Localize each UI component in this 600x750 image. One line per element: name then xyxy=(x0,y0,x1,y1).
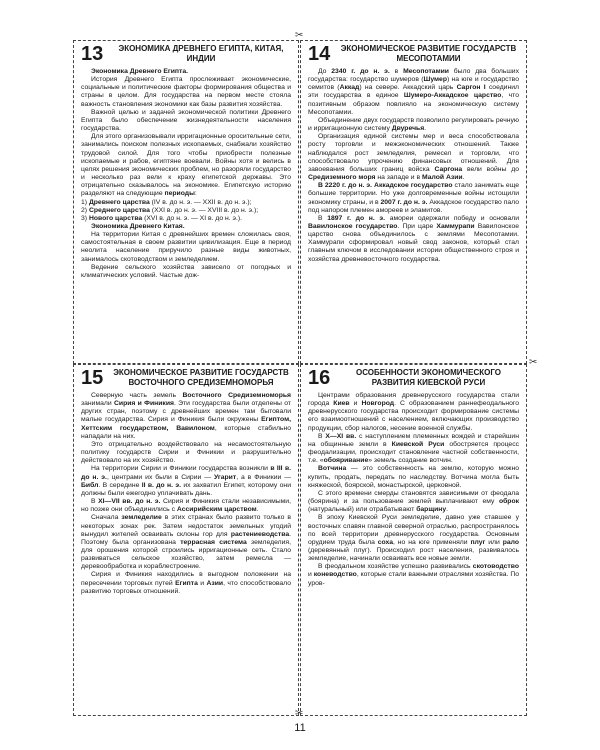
card-15 xyxy=(73,364,299,716)
scissors-icon: ✂ xyxy=(295,30,304,41)
card-body xyxy=(308,68,519,264)
card-header xyxy=(308,44,519,64)
card-body xyxy=(81,68,291,280)
paragraph: Для этого организовывали ирригационные оросительные сети, занимались поиском полезных ископаемых, снабжали хозяйство трудовой силой. Для того чтобы приобрести полезные ископаемые и рабов, египтяне воевали. Войны хотя и велись в целях решения экономических проблем, но разоряли государство и несколько раз вели к краху египетской державы. Это отрицательно сказывалось на экономике. Египетскую историю разделяют на следующие периоды: xyxy=(81,133,291,198)
subheading: Экономика Древнего Китая. xyxy=(91,222,185,230)
card-14 xyxy=(300,40,527,364)
paragraph: На территории Китая с древнейших времен сложилась своя, самостоятельная в своем развитии цивилизация. Еще в период неолита население приручило разные виды животных, занималось скотоводством и земледелием. xyxy=(81,231,291,263)
paragraph: С этого времени смерды становятся зависимыми от феодала (боярина) и за пользование землей выплачивают ему оброк (натуральный) или отрабатывают барщину. xyxy=(308,489,519,514)
paragraph: До 2340 г. до н. э. в Месопотамии было два больших государства: государство шумеров (Шумер) на юге и государство семитов (Аккад) на севере. Аккадский царь Саргон I соединил эти государства в единое Шумеро-Аккадское царство, что позитивным образом повлияло на экономическую систему Месопотамии. xyxy=(308,68,519,116)
paragraph: Ведение сельского хозяйства зависело от погодных и климатических условий. Частые дож- xyxy=(81,263,291,279)
scissors-icon: ✂ xyxy=(529,357,538,368)
paragraph: Объединение двух государств позволило регулировать речную и ирригационную систему Двуречья. xyxy=(308,116,519,133)
paragraph: Это отрицательно воздействовало на несамостоятельную политику государств Сирии и Финикии и разрушительно действовало на их хозяйство. xyxy=(81,440,291,465)
card-header xyxy=(81,368,291,388)
card-title: ЭКОНОМИЧЕСКОЕ РАЗВИТИЕ ГОСУДАРСТВ ВОСТОЧНОГО СРЕДИЗЕМНОМОРЬЯ xyxy=(113,368,289,387)
list-item: 3) Нового царства (XVI в. до н. э. — XI в. до н. э.). xyxy=(81,214,243,222)
paragraph: Сирия и Финикия находились в выгодном положении на пересечении торговых путей Египта и Азии, что способствовало развитию торговых отношений. xyxy=(81,571,292,595)
card-number: 14 xyxy=(308,43,331,65)
card-header xyxy=(81,44,291,64)
paragraph: В X—XI вв. с наступлением племенных вождей и старейшин на общинные земли в Киевской Руси обостряется процесс феодализации, происходит становление частной собственности, т.е. «обояривание» земель создание вотчин. xyxy=(308,432,519,465)
paragraph: В 1897 г. до н. э. амореи одержали победу и основали Вавилонское государство. При царе Хаммурапи Вавилонское царство снова объединилось с землями Месопотамии. Хаммурапи сформировал новый свод законов, который стал главным ключом в исследовании истории общественного строя и хозяйства древневосточного государства. xyxy=(308,214,520,263)
paragraph: В XI—VII вв. до н. э. Сирия и Финикия стали независимыми, но позже они объединились с Ассирийским царством. xyxy=(81,498,291,514)
card-title: ЭКОНОМИКА ДРЕВНЕГО ЕГИПТА, КИТАЯ, ИНДИИ xyxy=(118,44,284,63)
paragraph: В 2220 г. до н. э. Аккадское государство стало занимать еще большие территории. Но уже долговременные войны истощили экономику страны, и в 2007 г. до н. э. Аккадское государство пало под напором племен амореев и эламитов. xyxy=(308,182,519,214)
list-item: 2) Среднего царства (XXI в. до н. э. — XVIII в. до н. э.); xyxy=(81,206,259,214)
paragraph: На территории Сирии и Финикии государства возникли в III в. до н. э., центрами их были в Сирии — Угарит, а в Финикии — Библ. В середине II в. до н. э. их захватил Египет, которому они должны были ежегодно уплачивать дань. xyxy=(81,465,292,497)
card-header xyxy=(308,368,519,388)
page-number: 11 xyxy=(294,722,306,734)
paragraph: Центрами образования древнерусского государства стали города Киев и Новгород. С образованием раннефеодального древнерусского государства происходит формирование системы его взаимоотношений с населением, включающих производство продукции, сбор налогов, несение военной службы. xyxy=(308,392,520,432)
card-16 xyxy=(300,364,527,716)
card-body xyxy=(308,392,519,588)
paragraph: Важной целью и задачей экономической политики Древнего Египта было обеспечение жизнедеятельности населения государства. xyxy=(81,108,291,133)
card-body xyxy=(81,392,291,596)
card-number: 13 xyxy=(81,43,104,65)
list-item: 1) Древнего царства (IV в. до н. э. — XXII в. до н. э.); xyxy=(81,198,252,206)
card-number: 15 xyxy=(81,367,104,389)
period-list xyxy=(81,199,291,223)
subheading: Экономика Древнего Египта. xyxy=(91,68,189,75)
scissors-icon: ✂ xyxy=(295,708,304,719)
paragraph: Сначала земледелие в этих странах было развито только в некоторых зонах рек. Затем недостаток земельных угодий вынудил жителей осваивать склоны гор для растениеводства. Поэтому была организована террасная система земледелия, для орошения которой строились ирригационные сеть. Стало развиваться сельское хозяйство, затем ремесла — деревообработка и кораблестроение. xyxy=(81,514,291,571)
card-13 xyxy=(73,40,299,364)
card-number: 16 xyxy=(308,367,331,389)
paragraph: Северную часть земель Восточного Средиземноморья занимали Сирия и Финикия. Эти государства были отделены от других стран, поэтому с древнейших времен там бытовали малые государства. Сирия и Финикия были окружены Египтом, Хеттским государством, Вавилоном, которые стабильно нападали на них. xyxy=(81,392,291,440)
card-title: ОСОБЕННОСТИ ЭКОНОМИЧЕСКОГО РАЗВИТИЯ КИЕВСКОЙ РУСИ xyxy=(355,368,502,387)
paragraph: В эпоху Киевской Руси земледелие, давно уже ставшее у восточных славян главной северной отраслью, распространялось по всей территории древнерусского государства. Основным орудием труда была соха, но на юге применяли плуг или рало (деревянный плуг). Происходил рост населения, развивалось земледелие, начинали осваивать все новые земли. xyxy=(308,514,519,563)
paragraph: Вотчина — это собственность на землю, которую можно купить, продать, передать по наследству. Вотчина могла быть княжеской, боярской, монастырской, церковной. xyxy=(308,465,519,489)
paragraph: В феодальном хозяйстве успешно развивались скотоводство и коневодство, которые стали важными отраслями хозяйства. По уров- xyxy=(308,563,519,587)
card-title: ЭКОНОМИЧЕСКОЕ РАЗВИТИЕ ГОСУДАРСТВ МЕСОПОТАМИИ xyxy=(340,44,517,63)
paragraph: Организация единой системы мер и веса способствовала росту торговли и межэкономических отношений. Также наблюдался рост земледелия, ремесел и торговли, что способствовало упрочению финансовых отношений. Для завоевания больших границ войска Саргона вели войны до Средиземного моря на западе и в Малой Азии. xyxy=(308,133,520,182)
paragraph: История Древнего Египта прослеживает экономические, социальные и политические факторы формирования общества и страны в целом. Для государства на первом месте стояла важность становления экономики как базы развития хозяйства. xyxy=(81,76,291,108)
